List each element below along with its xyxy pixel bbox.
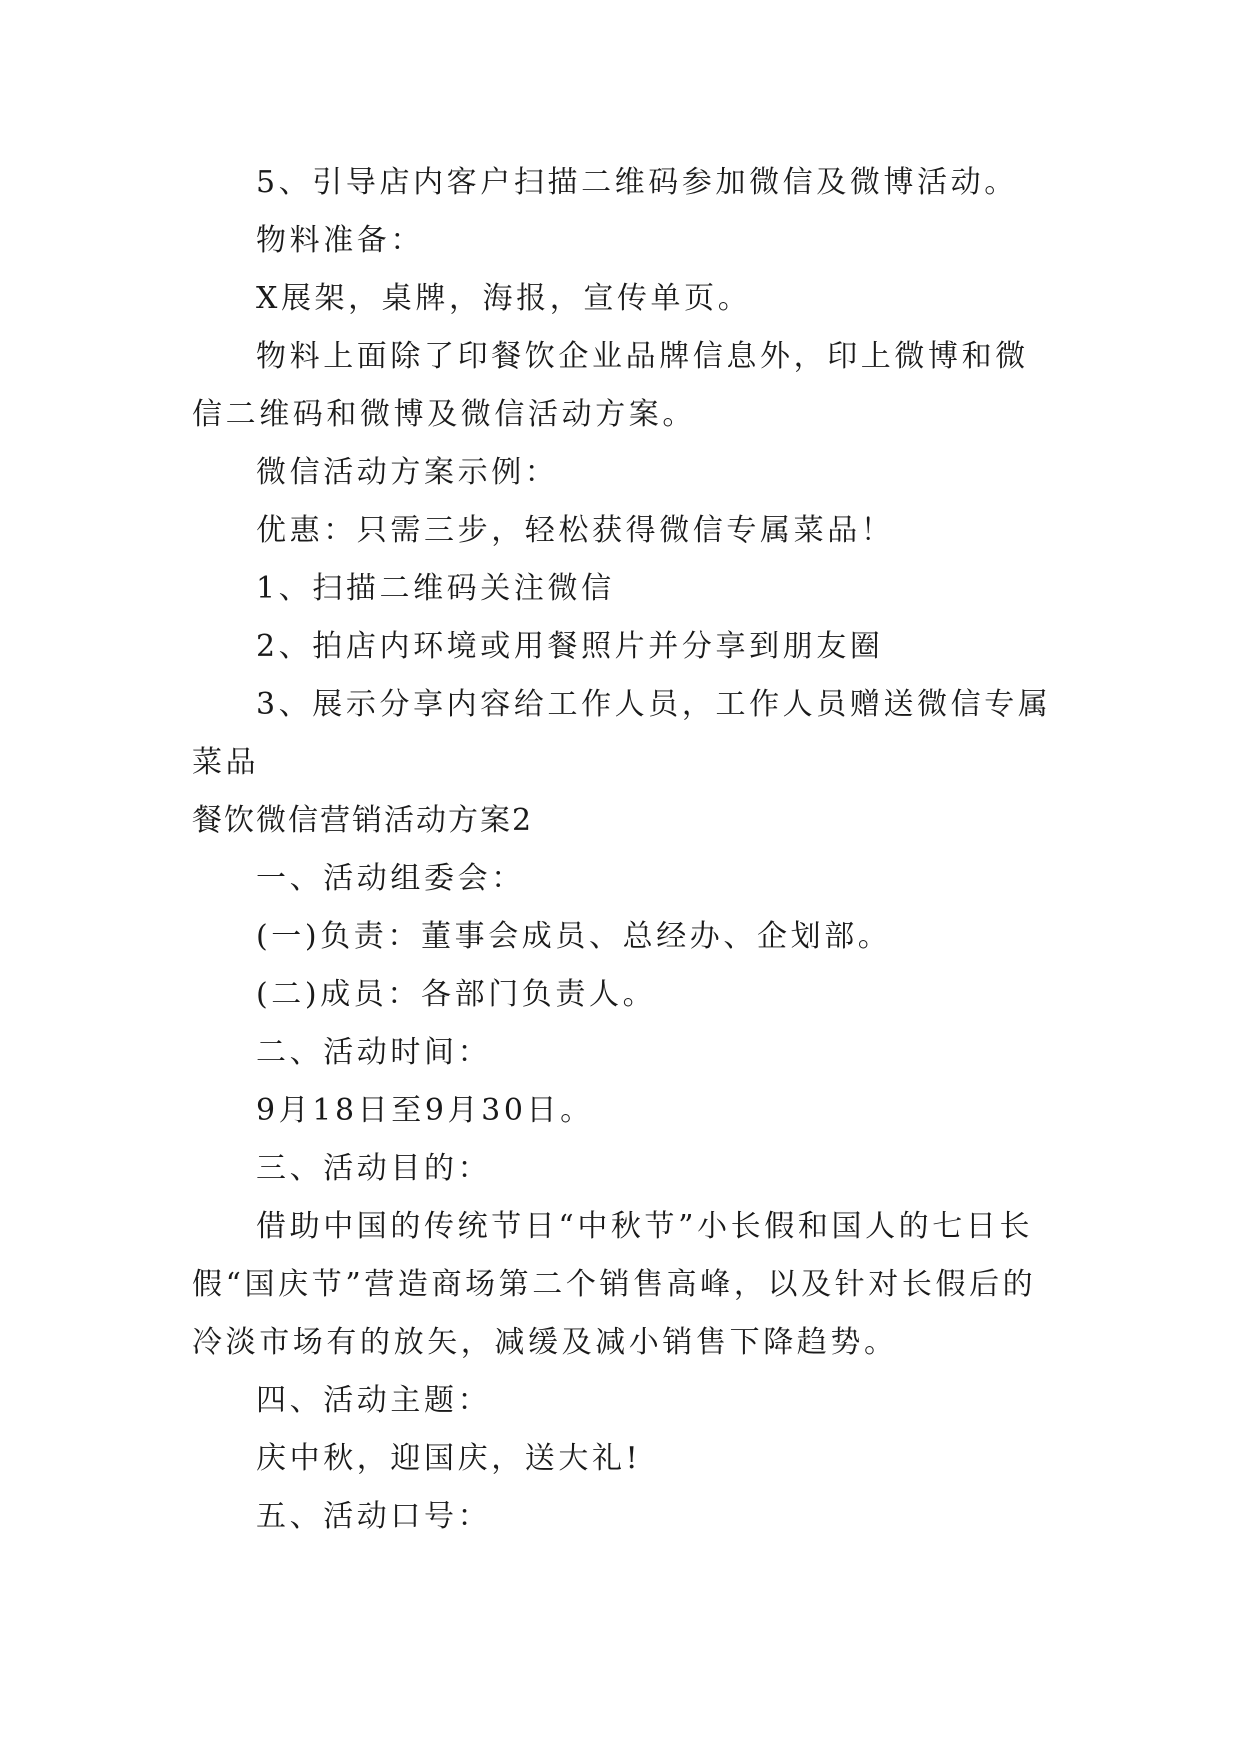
paragraph-offer-step-2: 2、拍店内环境或用餐照片并分享到朋友圈: [256, 629, 884, 664]
paragraph-purpose-body: 借助中国的传统节日“中秋节”小长假和国人的七日长假“国庆节”营造商场第二个销售高峰，以及针对长假后的冷淡市场有的放矢，减缓及减小销售下降趋势。: [192, 1209, 1037, 1360]
paragraph-offer: 优惠：只需三步，轻松获得微信专属菜品！: [256, 513, 895, 548]
paragraph-committee-lead: (一)负责：董事会成员、总经办、企划部。: [256, 919, 892, 954]
paragraph-theme-body: 庆中秋，迎国庆，送大礼!: [256, 1441, 642, 1476]
paragraph-committee-heading: 一、活动组委会：: [256, 861, 525, 896]
paragraph-purpose-heading: 三、活动目的：: [256, 1151, 492, 1186]
document-body: [192, 154, 1052, 1546]
paragraph-offer-step-1: 1、扫描二维码关注微信: [256, 571, 615, 606]
paragraph-slogan-heading: 五、活动口号：: [256, 1499, 492, 1534]
paragraph-wechat-example-heading: 微信活动方案示例：: [256, 455, 559, 490]
paragraph-time-heading: 二、活动时间：: [256, 1035, 492, 1070]
paragraph-step-5: 5、引导店内客户扫描二维码参加微信及微博活动。: [256, 165, 1018, 200]
paragraph-materials-list: X展架，桌牌，海报，宣传单页。: [256, 281, 752, 316]
paragraph-materials-heading: 物料准备：: [256, 223, 424, 258]
paragraph-committee-members: (二)成员：各部门负责人。: [256, 977, 657, 1012]
section-title: 餐饮微信营销活动方案2: [192, 803, 534, 838]
paragraph-theme-heading: 四、活动主题：: [256, 1383, 492, 1418]
paragraph-time-range: 9月18日至9月30日。: [256, 1093, 594, 1128]
paragraph-materials-desc: 物料上面除了印餐饮企业品牌信息外，印上微博和微信二维码和微博及微信活动方案。: [192, 339, 1029, 432]
paragraph-offer-step-3: 3、展示分享内容给工作人员，工作人员赠送微信专属菜品: [192, 687, 1052, 780]
